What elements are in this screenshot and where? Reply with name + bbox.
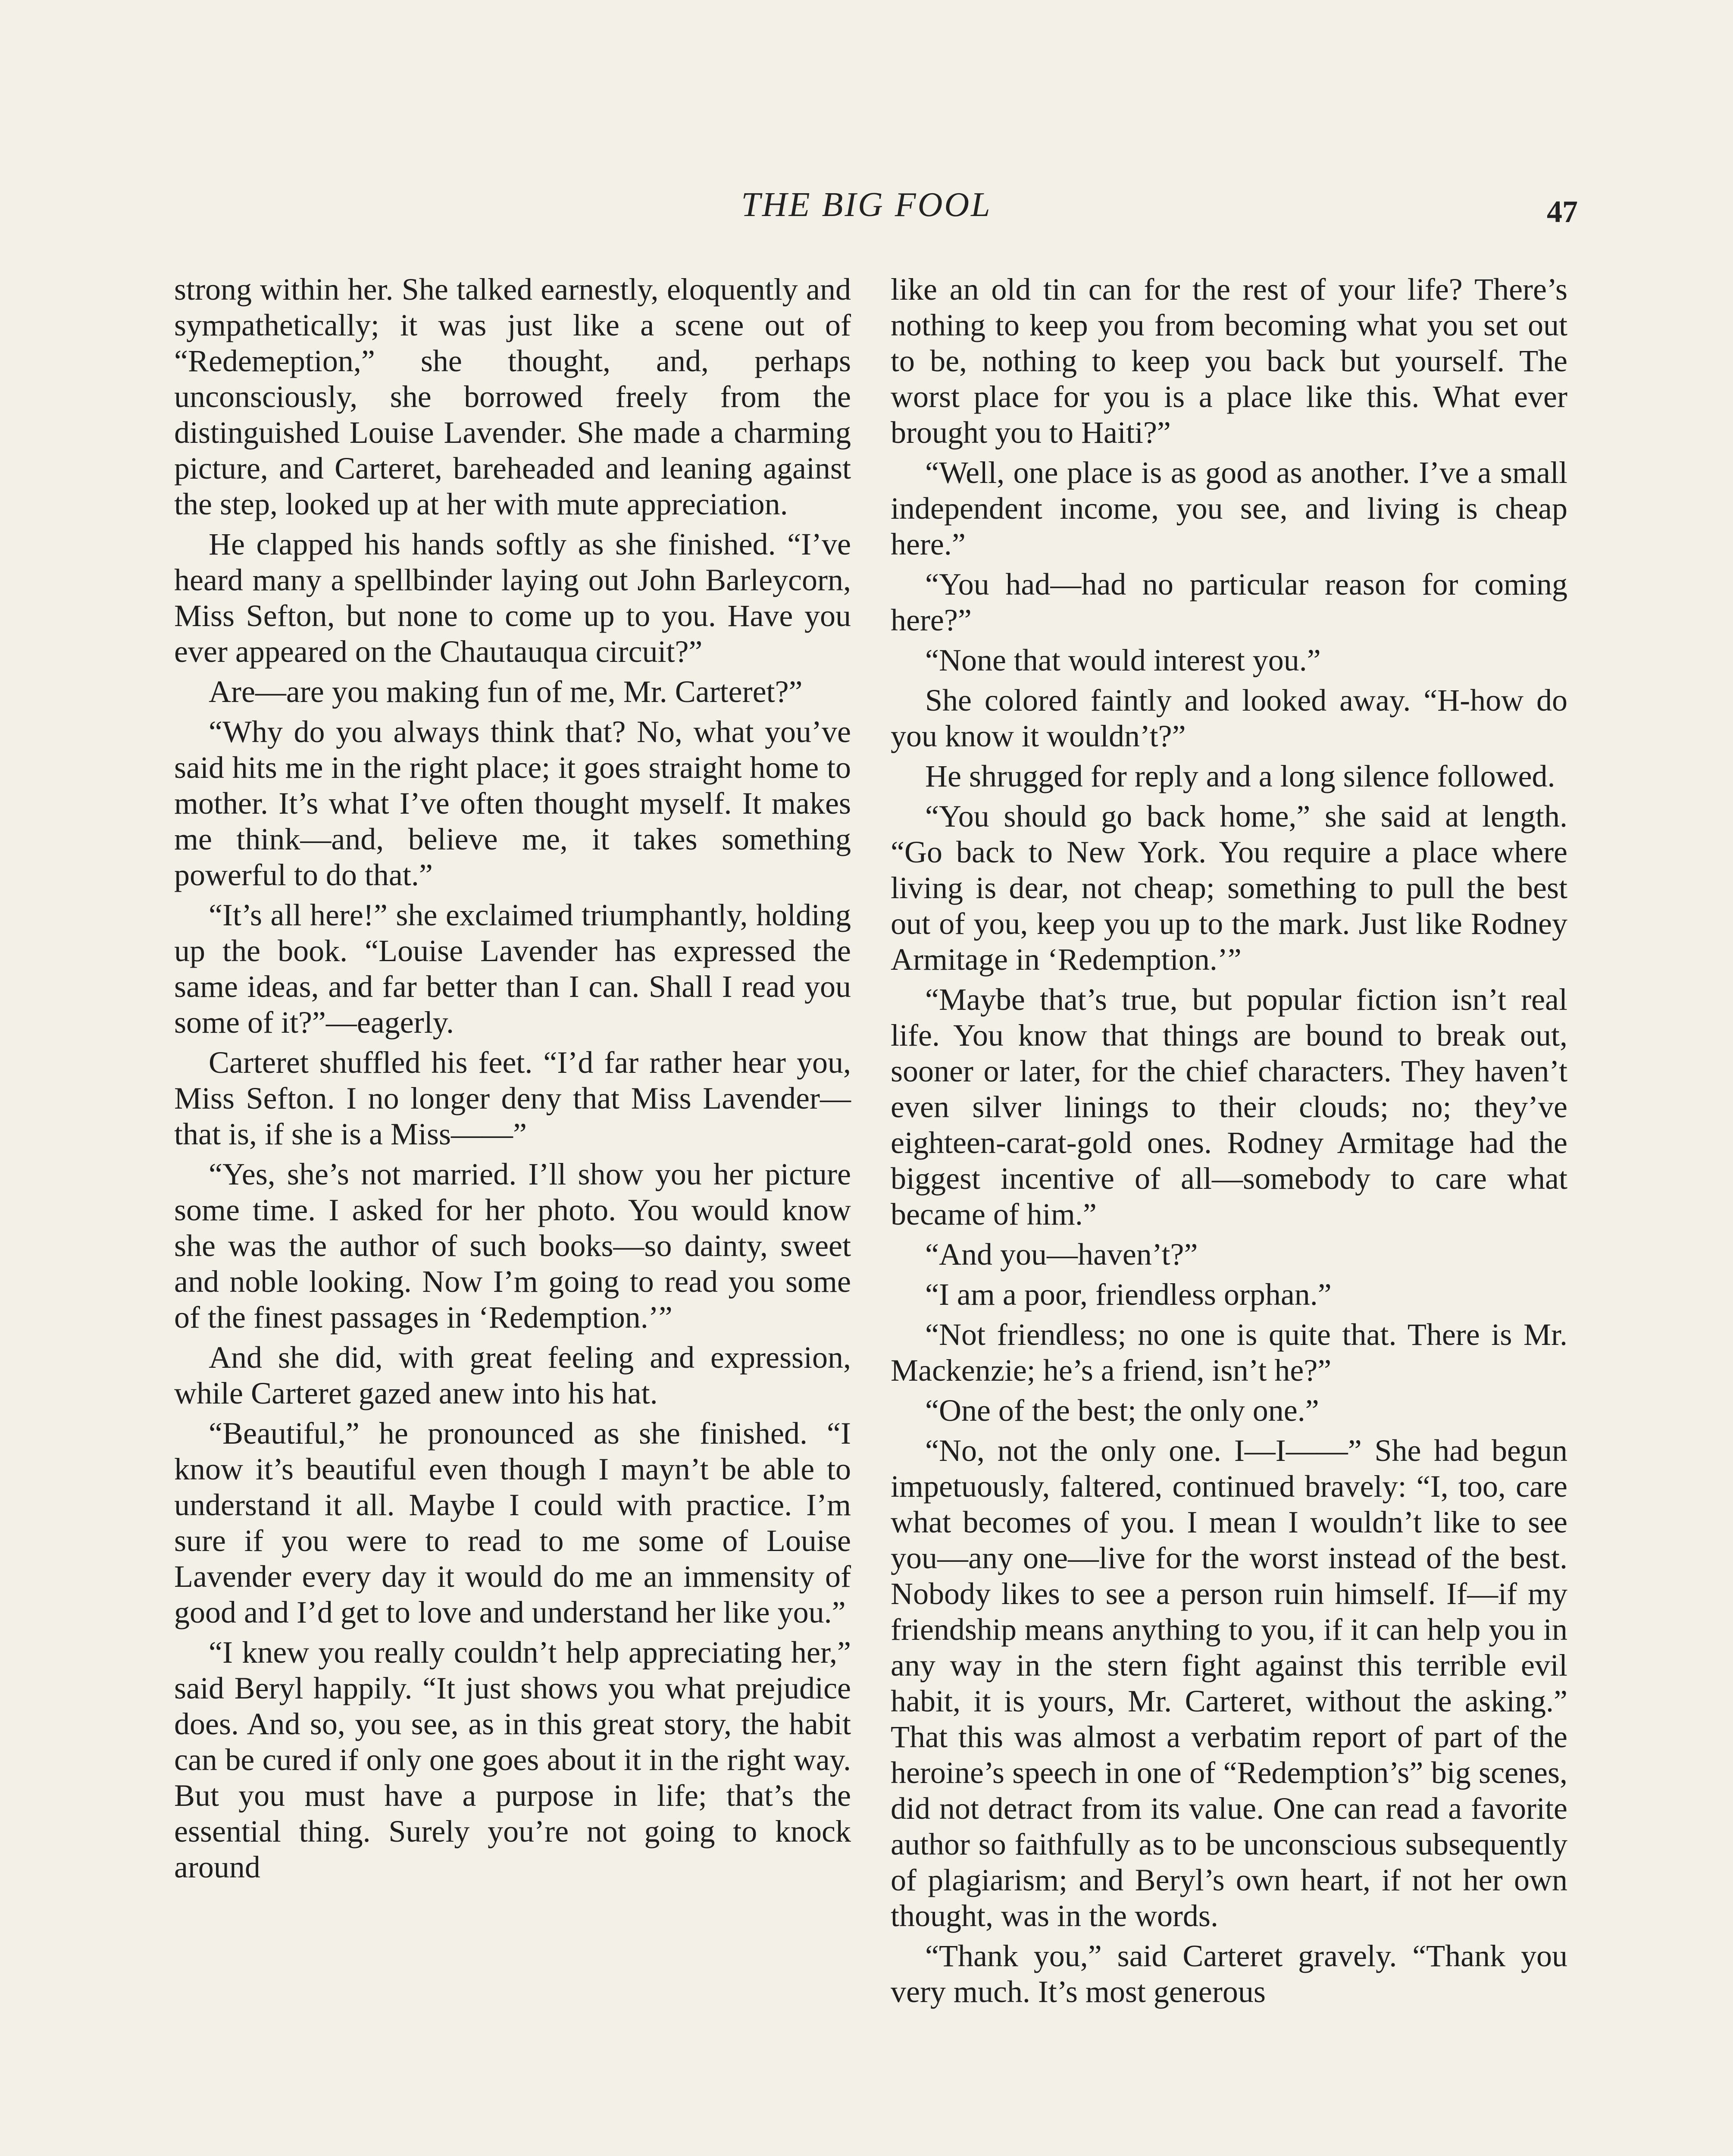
paragraph: “You should go back home,” she said at length. “Go back to New York. You require a place where living is dear, not cheap; something to pull the best out of you, keep you up to the mark. Just like Rodney Armitage in ‘Redemption.’” <box>891 799 1567 977</box>
paragraph: like an old tin can for the rest of your life? There’s nothing to keep you from becoming what you set out to be, nothing to keep you back but yourself. The worst place for you is a place like this. What ever brought you to Haiti?” <box>891 272 1567 450</box>
right-text-column <box>891 272 1567 2014</box>
running-title: THE BIG FOOL <box>741 186 992 224</box>
paragraph: “No, not the only one. I—I——” She had begun impetuously, faltered, continued bravely: “I, too, care what becomes of you. I mean I wouldn’t like to see you—any one—live for the worst instead of the best. Nobody likes to see a person ruin himself. If—if my friendship means anything to you, if it can help you in any way in the stern fight against this terrible evil habit, it is yours, Mr. Carteret, without the asking.” That this was almost a verbatim report of part of the heroine’s speech in one of “Redemption’s” big scenes, did not detract from its value. One can read a favorite author so faithfully as to be unconscious subsequently of plagiarism; and Beryl’s own heart, if not her own thought, was in the words. <box>891 1433 1567 1933</box>
paragraph: “I knew you really couldn’t help appreciating her,” said Beryl happily. “It just shows you what prejudice does. And so, you see, as in this great story, the habit can be cured if only one goes about it in the right way. But you must have a purpose in life; that’s the essential thing. Surely you’re not going to knock around <box>174 1635 851 1884</box>
paragraph: “None that would interest you.” <box>925 643 1321 677</box>
paragraph: “You had—had no particular reason for coming here?” <box>891 567 1567 637</box>
paragraph: strong within her. She talked earnestly, eloquently and sympathetically; it was just like a scene out of “Redemeption,” she thought, and, perhaps unconsciously, she borrowed freely from the distinguished Louise Lavender. She made a charming picture, and Carteret, bareheaded and leaning against the step, looked up at her with mute appreciation. <box>174 272 851 521</box>
paragraph: “And you—haven’t?” <box>925 1237 1198 1272</box>
paragraph: “Well, one place is as good as another. I’ve a small independent income, you see, and living is cheap here.” <box>891 455 1567 561</box>
paragraph: “One of the best; the only one.” <box>925 1393 1319 1428</box>
left-text-column <box>174 272 851 1890</box>
paragraph: “Why do you always think that? No, what you’ve said hits me in the right place; it goes straight home to mother. It’s what I’ve often thought myself. It makes me think—and, believe me, it takes something powerful to do that.” <box>174 714 851 892</box>
paragraph: And she did, with great feeling and expression, while Carteret gazed anew into his hat. <box>174 1340 851 1410</box>
paragraph: Are—are you making fun of me, Mr. Carteret?” <box>209 674 803 709</box>
paragraph: “Beautiful,” he pronounced as she finished. “I know it’s beautiful even though I mayn’t be able to understand it all. Maybe I could with practice. I’m sure if you were to read to me some of Louise Lavender every day it would do me an immensity of good and I’d get to love and understand her like you.” <box>174 1416 851 1630</box>
paragraph: She colored faintly and looked away. “H-how do you know it wouldn’t?” <box>891 683 1567 753</box>
paragraph: “Maybe that’s true, but popular fiction isn’t real life. You know that things are bound to break out, sooner or later, for the chief characters. They haven’t even silver linings to their clouds; no; they’ve eighteen-carat-gold ones. Rodney Armitage had the biggest incentive of all—somebody to care what became of him.” <box>891 982 1567 1232</box>
paragraph: “Thank you,” said Carteret gravely. “Thank you very much. It’s most generous <box>891 1939 1567 2009</box>
page-number: 47 <box>1547 194 1578 229</box>
paragraph: Carteret shuffled his feet. “I’d far rather hear you, Miss Sefton. I no longer deny that Miss Lavender—that is, if she is a Miss——” <box>174 1045 851 1151</box>
paragraph: “It’s all here!” she exclaimed triumphantly, holding up the book. “Louise Lavender has expressed the same ideas, and far better than I can. Shall I read you some of it?”—eagerly. <box>174 898 851 1040</box>
paragraph: “I am a poor, friendless orphan.” <box>925 1277 1332 1312</box>
paragraph: He shrugged for reply and a long silence followed. <box>925 759 1555 793</box>
paragraph: He clapped his hands softly as she finished. “I’ve heard many a spellbinder laying out John Barleycorn, Miss Sefton, but none to come up to you. Have you ever appeared on the Chautauqua circuit?” <box>174 527 851 669</box>
paragraph: “Not friendless; no one is quite that. There is Mr. Mackenzie; he’s a friend, isn’t he?” <box>891 1317 1567 1388</box>
paragraph: “Yes, she’s not married. I’ll show you her picture some time. I asked for her photo. You would know she was the author of such books—so dainty, sweet and noble looking. Now I’m going to read you some of the finest passages in ‘Redemption.’” <box>174 1157 851 1335</box>
